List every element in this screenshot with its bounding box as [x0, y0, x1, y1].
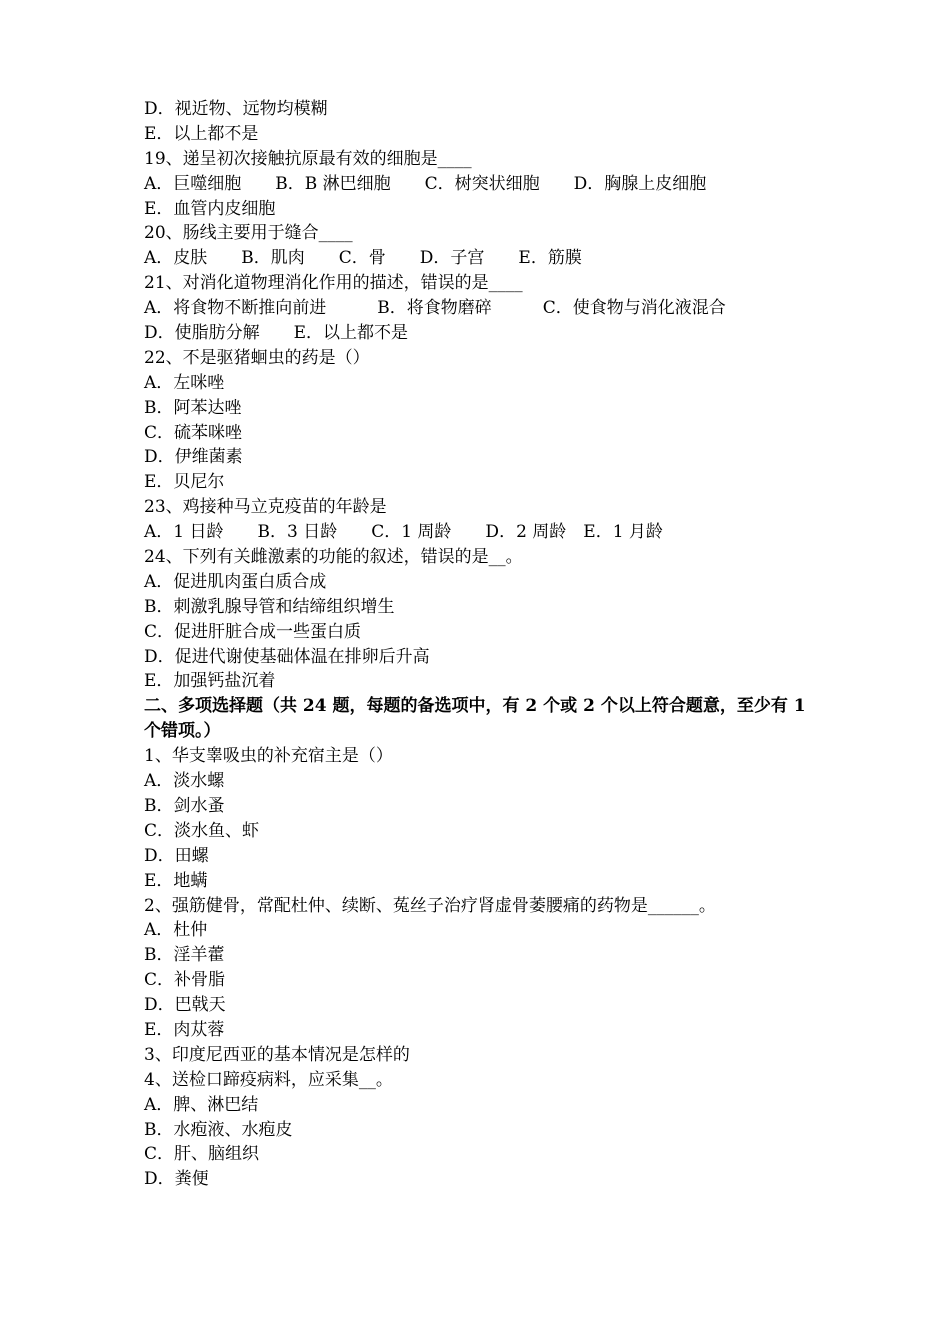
option: D．巴戟天 [144, 995, 226, 1016]
option: C．促进肝脏合成一些蛋白质 [144, 621, 362, 642]
options-line: A．巨噬细胞 B．B 淋巴细胞 C．树突状细胞 D．胸腺上皮细胞 [144, 173, 707, 194]
text-line: E．血管内皮细胞 [144, 198, 276, 219]
option: B．剑水蚤 [144, 795, 225, 816]
option: B．淫羊藿 [144, 945, 225, 966]
option: B．刺激乳腺导管和结缔组织增生 [144, 596, 395, 617]
question-19: 19、递呈初次接触抗原最有效的细胞是____ [144, 148, 472, 169]
option: C．肝、脑组织 [144, 1144, 260, 1165]
question-20: 20、肠线主要用于缝合____ [144, 223, 353, 244]
text-line: E．以上都不是 [144, 123, 259, 144]
option: C．硫苯咪唑 [144, 422, 243, 443]
option: C．淡水鱼、虾 [144, 820, 260, 841]
option: A．脾、淋巴结 [144, 1094, 259, 1115]
document-page [144, 97, 824, 1192]
question-22: 22、不是驱猪蛔虫的药是（） [144, 347, 370, 368]
option: B．阿苯达唑 [144, 397, 242, 418]
question-1: 1、华支睾吸虫的补充宿主是（） [144, 746, 393, 767]
question-23: 23、鸡接种马立克疫苗的年龄是 [144, 497, 387, 518]
option: C．补骨脂 [144, 970, 226, 991]
option: A．淡水螺 [144, 771, 225, 792]
options-line: A．将食物不断推向前进 B．将食物磨碎 C．使食物与消化液混合 [144, 298, 726, 319]
option: B．水疱液、水疱皮 [144, 1119, 293, 1140]
option: E．地螨 [144, 870, 208, 891]
options-line: D．使脂肪分解 E．以上都不是 [144, 323, 409, 344]
section-heading: 二、多项选择题（共 24 题，每题的备选项中，有 2 个或 2 个以上符合题意，至少有 1 个错项。） [144, 696, 806, 742]
option: E．加强钙盐沉着 [144, 671, 276, 692]
option: D．伊维菌素 [144, 447, 243, 468]
options-line: A．皮肤 B．肌肉 C．骨 D．子宫 E．筋膜 [144, 248, 582, 269]
option: D．田螺 [144, 845, 209, 866]
option: D．粪便 [144, 1169, 209, 1190]
option: D．促进代谢使基础体温在排卵后升高 [144, 646, 430, 667]
question-2: 2、强筋健骨，常配杜仲、续断、菟丝子治疗肾虚骨萎腰痛的药物是______。 [144, 895, 716, 916]
text-line: D．视近物、远物均模糊 [144, 99, 328, 119]
options-line: A．1 日龄 B．3 日龄 C．1 周龄 D．2 周龄 E．1 月龄 [144, 522, 663, 543]
option: E．肉苁蓉 [144, 1019, 225, 1040]
question-4: 4、送检口蹄疫病料，应采集__。 [144, 1069, 393, 1090]
option: A．杜仲 [144, 920, 208, 941]
question-24: 24、下列有关雌激素的功能的叙述，错误的是__。 [144, 547, 523, 568]
option: A．左咪唑 [144, 372, 225, 393]
question-21: 21、对消化道物理消化作用的描述，错误的是____ [144, 273, 523, 294]
option: A．促进肌肉蛋白质合成 [144, 571, 327, 592]
option: E．贝尼尔 [144, 472, 225, 493]
question-3: 3、印度尼西亚的基本情况是怎样的 [144, 1044, 410, 1065]
